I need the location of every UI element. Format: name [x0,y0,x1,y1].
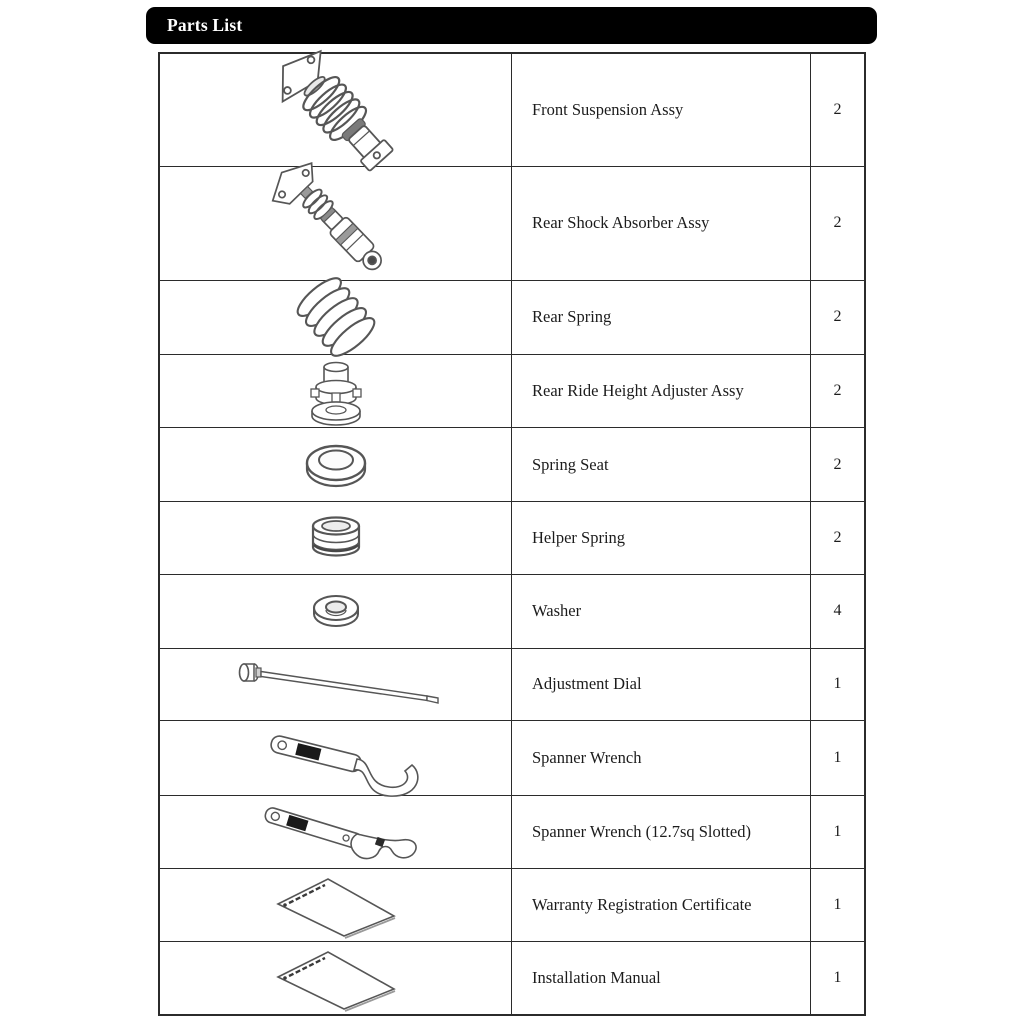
part-name: Rear Ride Height Adjuster Assy [532,381,744,401]
spanner-wrench-slotted-illustration [251,798,421,866]
illustration-cell [160,502,512,574]
illustration-cell [160,281,512,354]
part-name-cell [512,502,811,574]
adjustment-dial-illustration [231,658,441,710]
part-name-cell [512,796,811,868]
part-qty-cell [811,281,864,354]
part-name-cell [512,649,811,721]
part-qty-cell [811,796,864,868]
part-qty-cell [811,942,864,1014]
table-row [160,167,864,282]
illustration-cell [160,649,512,721]
part-qty: 2 [833,528,842,546]
part-name-cell [512,428,811,501]
part-name: Spanner Wrench (12.7sq Slotted) [532,821,751,841]
installation-manual-illustration [270,945,402,1011]
part-name: Adjustment Dial [532,674,642,694]
part-qty-cell [811,167,864,281]
part-name-cell [512,575,811,648]
part-qty: 2 [833,214,842,232]
illustration-cell [160,355,512,428]
part-qty-cell [811,649,864,721]
table-row [160,575,864,649]
rear-spring-illustration [256,283,416,351]
part-qty-cell [811,428,864,501]
part-name-cell [512,942,811,1014]
part-name: Spring Seat [532,454,609,474]
table-row [160,281,864,355]
illustration-cell [160,721,512,795]
part-name-cell [512,869,811,942]
table-row [160,649,864,722]
part-qty: 1 [833,895,842,913]
table-row [160,869,864,943]
part-name-cell [512,54,811,166]
part-name: Front Suspension Assy [532,99,684,119]
part-name-cell [512,167,811,281]
part-name: Helper Spring [532,528,626,548]
illustration-cell [160,942,512,1014]
illustration-cell [160,796,512,868]
rear-ride-height-adjuster-assy-illustration [297,357,375,425]
part-qty: 1 [833,822,842,840]
part-name: Installation Manual [532,968,661,988]
table-row [160,502,864,575]
part-qty-cell [811,502,864,574]
part-name-cell [512,721,811,795]
part-qty: 1 [833,675,842,693]
table-row [160,355,864,429]
parts-table [158,52,866,1016]
part-qty: 1 [833,749,842,767]
part-qty: 2 [833,308,842,326]
table-row [160,942,864,1014]
part-name-cell [512,281,811,354]
parts-list-header-bar [146,7,877,44]
rear-shock-absorber-assy-illustration [246,169,426,277]
table-row [160,796,864,869]
part-name: Washer [532,601,582,621]
illustration-cell [160,575,512,648]
table-row [160,428,864,502]
part-name: Warranty Registration Certificate [532,895,752,915]
part-qty-cell [811,54,864,166]
part-name: Rear Spring [532,307,612,327]
washer-illustration [309,590,363,632]
illustration-cell [160,428,512,501]
part-qty: 1 [833,969,842,987]
helper-spring-illustration [305,511,367,565]
part-name: Spanner Wrench [532,748,642,768]
front-suspension-assy-illustration [248,57,424,163]
part-qty: 2 [833,455,842,473]
part-qty: 4 [833,602,842,620]
part-qty-cell [811,575,864,648]
illustration-cell [160,869,512,942]
illustration-cell [160,167,512,281]
part-qty-cell [811,355,864,428]
illustration-cell [160,54,512,166]
table-row [160,721,864,796]
table-row [160,54,864,167]
page-title: Parts List [167,15,243,35]
part-name: Rear Shock Absorber Assy [532,213,710,233]
warranty-registration-certificate-illustration [270,872,402,938]
part-qty-cell [811,869,864,942]
part-qty: 2 [833,100,842,118]
spanner-wrench-illustration [253,724,418,792]
part-name-cell [512,355,811,428]
part-qty: 2 [833,382,842,400]
part-qty-cell [811,721,864,795]
spring-seat-illustration [299,439,373,491]
